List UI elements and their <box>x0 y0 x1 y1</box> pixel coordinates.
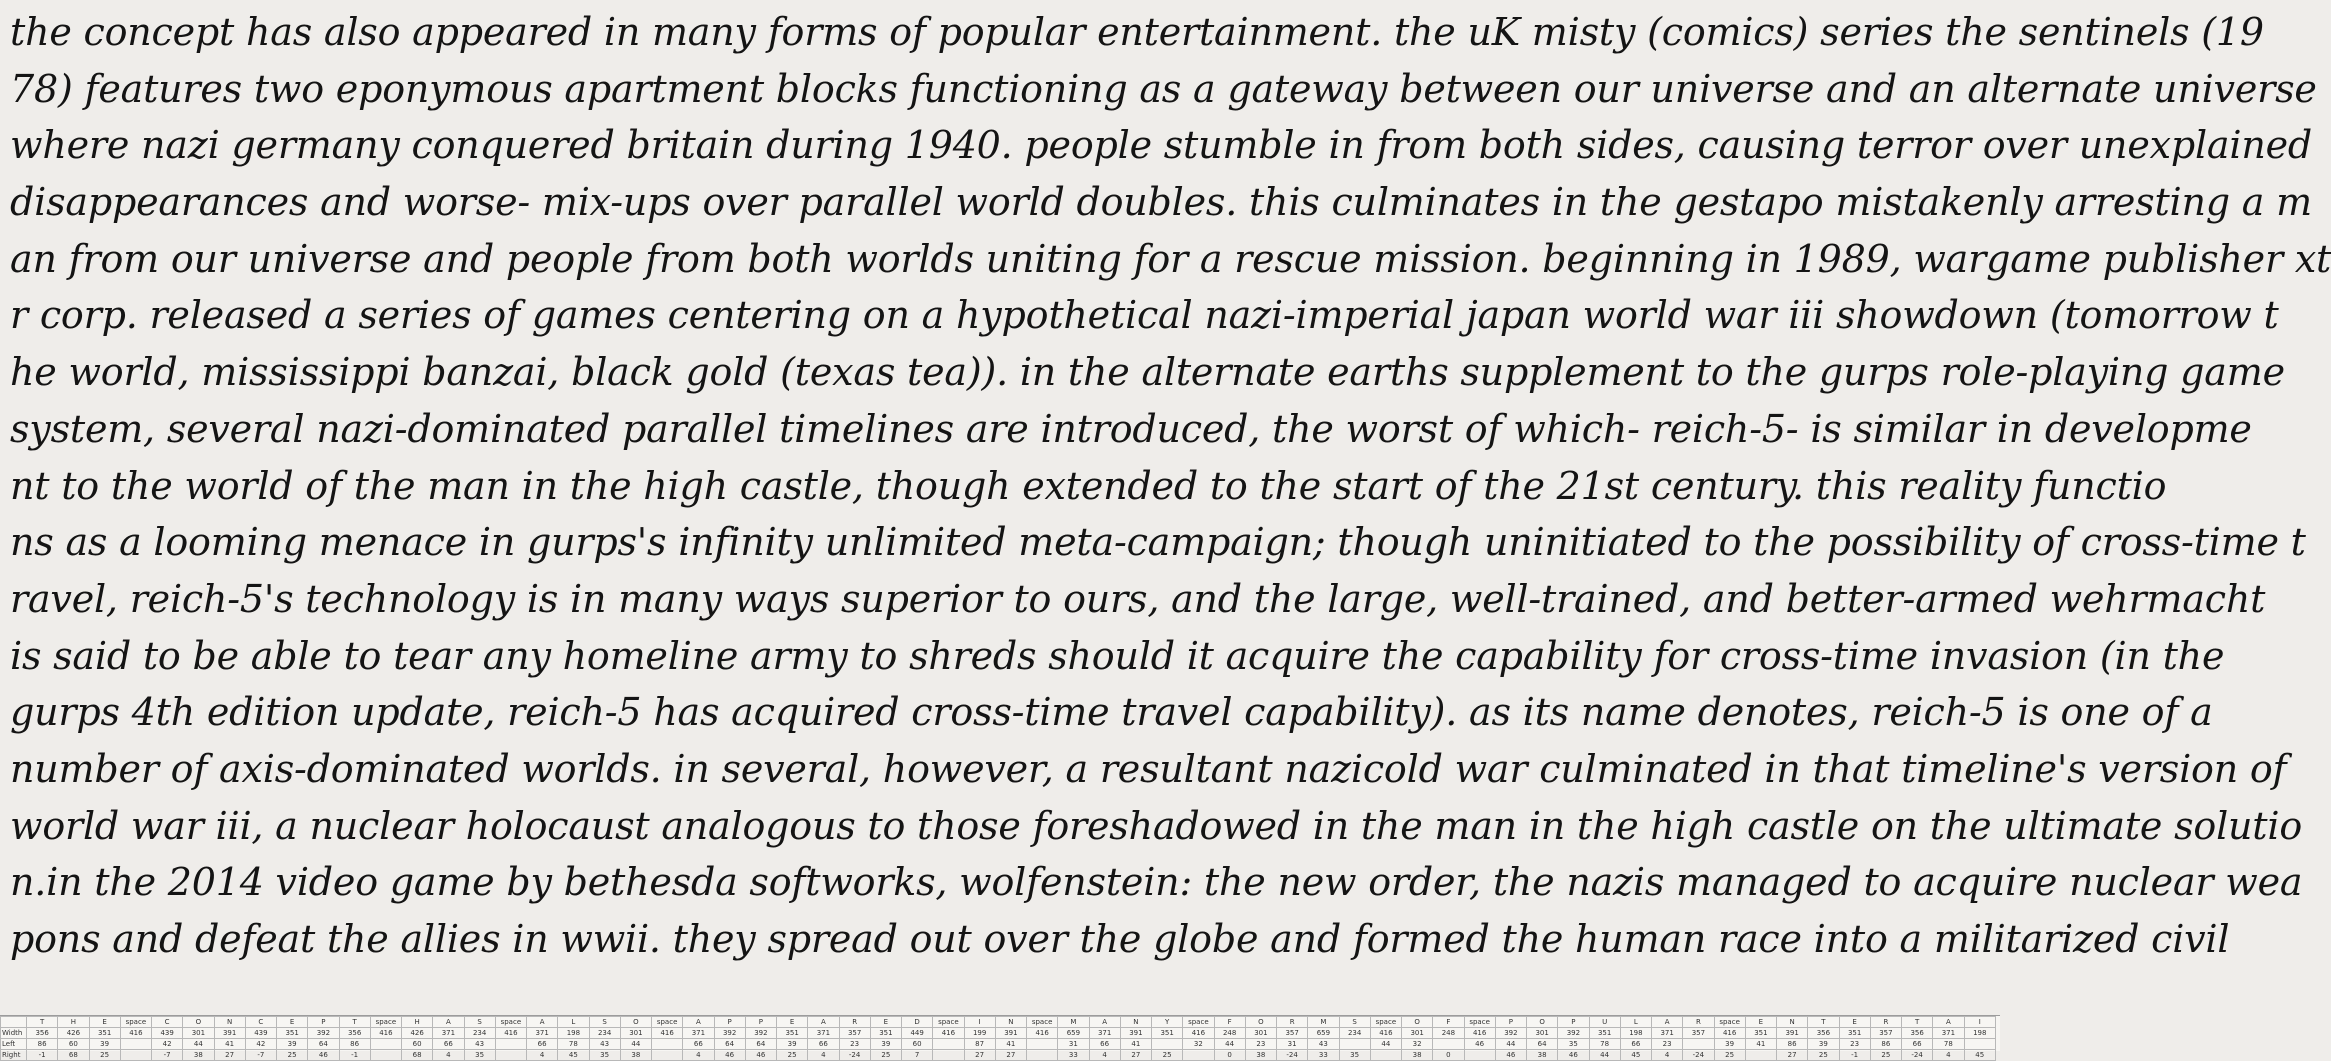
metrics-cell: E <box>1839 1017 1870 1028</box>
metrics-cell: space <box>1370 1017 1401 1028</box>
metrics-cell: P <box>745 1017 776 1028</box>
metrics-cell: 416 <box>120 1028 151 1039</box>
metrics-cell: 46 <box>308 1050 339 1061</box>
metrics-cell: 351 <box>89 1028 120 1039</box>
metrics-cell: 416 <box>1183 1028 1214 1039</box>
text-line: ravel, reich-5's technology is in many ways superior to ours, and the large, well-trained, and better-armed wehrmacht <box>10 576 2266 621</box>
text-line: is said to be able to tear any homeline army to shreds should it acquire the capability for cross-time invasion (in the <box>10 633 2225 678</box>
metrics-cell: 659 <box>1308 1028 1339 1039</box>
metrics-cell: 60 <box>402 1039 433 1050</box>
metrics-cell: space <box>370 1017 401 1028</box>
metrics-cell: 4 <box>1652 1050 1683 1061</box>
metrics-cell: 87 <box>964 1039 995 1050</box>
metrics-cell: 7 <box>902 1050 933 1061</box>
metrics-row-chars <box>1 1017 1996 1028</box>
metrics-cell <box>652 1050 683 1061</box>
metrics-cell: 199 <box>964 1028 995 1039</box>
metrics-cell: H <box>402 1017 433 1028</box>
metrics-cell: 27 <box>1777 1050 1808 1061</box>
metrics-cell: 351 <box>870 1028 901 1039</box>
metrics-cell: 86 <box>1777 1039 1808 1050</box>
metrics-cell: 60 <box>58 1039 89 1050</box>
metrics-cell: R <box>839 1017 870 1028</box>
metrics-cell: 392 <box>308 1028 339 1039</box>
metrics-cell: O <box>1527 1017 1558 1028</box>
metrics-cell: T <box>1902 1017 1933 1028</box>
metrics-cell: 357 <box>1683 1028 1714 1039</box>
metrics-cell: E <box>777 1017 808 1028</box>
metrics-cell: 351 <box>1589 1028 1620 1039</box>
metrics-cell: 391 <box>1120 1028 1151 1039</box>
metrics-cell: 25 <box>1808 1050 1839 1061</box>
metrics-cell: 45 <box>1964 1050 1996 1061</box>
metrics-cell: 449 <box>902 1028 933 1039</box>
metrics-cell: E <box>870 1017 901 1028</box>
metrics-cell: 27 <box>214 1050 245 1061</box>
metrics-cell: P <box>1558 1017 1589 1028</box>
metrics-cell <box>1152 1039 1183 1050</box>
metrics-cell <box>1433 1039 1464 1050</box>
metrics-cell: 426 <box>402 1028 433 1039</box>
metrics-cell: F <box>1214 1017 1245 1028</box>
metrics-cell: 64 <box>1527 1039 1558 1050</box>
metrics-cell <box>1464 1050 1495 1061</box>
metrics-cell: 234 <box>464 1028 495 1039</box>
metrics-cell: 43 <box>464 1039 495 1050</box>
metrics-cell: 32 <box>1402 1039 1433 1050</box>
metrics-cell: 416 <box>1714 1028 1745 1039</box>
metrics-cell <box>1964 1039 1996 1050</box>
handwritten-text-block <box>10 4 2331 968</box>
metrics-cell: Y <box>1152 1017 1183 1028</box>
metrics-cell: T <box>27 1017 58 1028</box>
metrics-cell: 33 <box>1058 1050 1089 1061</box>
metrics-cell: P <box>308 1017 339 1028</box>
metrics-cell: 301 <box>183 1028 214 1039</box>
metrics-cell: M <box>1058 1017 1089 1028</box>
metrics-cell: 66 <box>808 1039 839 1050</box>
metrics-cell: 392 <box>1495 1028 1526 1039</box>
metrics-cell: 60 <box>902 1039 933 1050</box>
metrics-cell: 4 <box>808 1050 839 1061</box>
metrics-cell: M <box>1308 1017 1339 1028</box>
metrics-cell: 351 <box>1839 1028 1870 1039</box>
metrics-cell: 41 <box>995 1039 1026 1050</box>
metrics-cell: A <box>433 1017 464 1028</box>
metrics-cell: 356 <box>1902 1028 1933 1039</box>
metrics-cell: space <box>120 1017 151 1028</box>
metrics-cell: 78 <box>1589 1039 1620 1050</box>
metrics-cell: I <box>964 1017 995 1028</box>
metrics-cell: E <box>89 1017 120 1028</box>
metrics-cell: 439 <box>152 1028 183 1039</box>
metrics-cell: 64 <box>714 1039 745 1050</box>
metrics-cell: 357 <box>1870 1028 1901 1039</box>
metrics-cell: 86 <box>339 1039 370 1050</box>
text-line: pons and defeat the allies in wwii. they spread out over the globe and formed the human race into a militarized civil <box>10 917 2230 961</box>
metrics-cell: 46 <box>1464 1039 1495 1050</box>
metrics-cell: T <box>339 1017 370 1028</box>
metrics-cell <box>652 1039 683 1050</box>
metrics-cell: 659 <box>1058 1028 1089 1039</box>
metrics-cell: 42 <box>245 1039 276 1050</box>
metrics-cell: 23 <box>1245 1039 1276 1050</box>
metrics-cell: 25 <box>277 1050 308 1061</box>
metrics-cell: 25 <box>870 1050 901 1061</box>
metrics-cell: 356 <box>339 1028 370 1039</box>
metrics-cell: 45 <box>1620 1050 1651 1061</box>
metrics-cell: I <box>1964 1017 1996 1028</box>
metrics-cell: N <box>995 1017 1026 1028</box>
metrics-cell: S <box>1339 1017 1370 1028</box>
metrics-cell: 356 <box>27 1028 58 1039</box>
metrics-cell <box>1339 1039 1370 1050</box>
metrics-cell <box>1027 1039 1058 1050</box>
metrics-cell: 351 <box>277 1028 308 1039</box>
metrics-cell: 4 <box>433 1050 464 1061</box>
metrics-cell: 66 <box>1089 1039 1120 1050</box>
metrics-cell <box>933 1039 964 1050</box>
metrics-cell: 66 <box>1902 1039 1933 1050</box>
metrics-cell: 38 <box>1527 1050 1558 1061</box>
metrics-cell: space <box>495 1017 526 1028</box>
text-line: ns as a looming menace in gurps's infinity unlimited meta-campaign; though uninitiated to the possibility of cross-time t <box>10 520 2306 565</box>
metrics-cell: 32 <box>1183 1039 1214 1050</box>
metrics-cell: 0 <box>1433 1050 1464 1061</box>
metrics-cell: F <box>1433 1017 1464 1028</box>
metrics-cell: T <box>1808 1017 1839 1028</box>
metrics-row-left <box>1 1039 1996 1050</box>
metrics-cell: 41 <box>1745 1039 1776 1050</box>
metrics-cell: 351 <box>777 1028 808 1039</box>
metrics-cell: N <box>1120 1017 1151 1028</box>
metrics-cell: D <box>902 1017 933 1028</box>
metrics-cell: 78 <box>558 1039 589 1050</box>
metrics-cell: U <box>1589 1017 1620 1028</box>
metrics-cell: 416 <box>1464 1028 1495 1039</box>
metrics-cell: O <box>183 1017 214 1028</box>
metrics-row-right <box>1 1050 1996 1061</box>
metrics-cell: 42 <box>152 1039 183 1050</box>
metrics-cell: 371 <box>808 1028 839 1039</box>
metrics-cell: 39 <box>1808 1039 1839 1050</box>
metrics-cell: 35 <box>1558 1039 1589 1050</box>
text-line: where nazi germany conquered britain during 1940. people stumble in from both sides, causing terror over unexplained <box>10 123 2313 168</box>
metrics-cell: 4 <box>1089 1050 1120 1061</box>
text-line: gurps 4th edition update, reich-5 has acquired cross-time travel capability). as its name denotes, reich-5 is one of a <box>10 690 2213 735</box>
metrics-cell: 46 <box>1558 1050 1589 1061</box>
metrics-cell: A <box>1933 1017 1964 1028</box>
metrics-cell: 35 <box>1339 1050 1370 1061</box>
text-line: the concept has also appeared in many forms of popular entertainment. the uK misty (comics) series the sentinels (19 <box>10 10 2264 54</box>
metrics-cell: N <box>1777 1017 1808 1028</box>
metrics-cell: 357 <box>1277 1028 1308 1039</box>
metrics-cell: -24 <box>839 1050 870 1061</box>
metrics-cell <box>120 1039 151 1050</box>
metrics-cell: A <box>1089 1017 1120 1028</box>
metrics-cell: 391 <box>995 1028 1026 1039</box>
metrics-cell: 371 <box>683 1028 714 1039</box>
metrics-cell: -24 <box>1277 1050 1308 1061</box>
metrics-cell: -1 <box>339 1050 370 1061</box>
metrics-cell <box>370 1050 401 1061</box>
metrics-cell: 198 <box>1620 1028 1651 1039</box>
metrics-cell: A <box>683 1017 714 1028</box>
metrics-cell <box>495 1039 526 1050</box>
glyph-metrics-table <box>0 1015 2000 1059</box>
metrics-cell: 4 <box>527 1050 558 1061</box>
metrics-cell: 39 <box>870 1039 901 1050</box>
metrics-cell: -7 <box>245 1050 276 1061</box>
metrics-cell: A <box>527 1017 558 1028</box>
metrics-cell: O <box>1402 1017 1433 1028</box>
metrics-cell: 41 <box>214 1039 245 1050</box>
metrics-row-width <box>1 1028 1996 1039</box>
metrics-cell: 38 <box>1402 1050 1433 1061</box>
metrics-cell: space <box>652 1017 683 1028</box>
metrics-cell <box>1183 1050 1214 1061</box>
metrics-cell: C <box>245 1017 276 1028</box>
metrics-cell: C <box>152 1017 183 1028</box>
metrics-cell: E <box>1745 1017 1776 1028</box>
metrics-cell: 371 <box>527 1028 558 1039</box>
metrics-cell: S <box>464 1017 495 1028</box>
metrics-cell: 351 <box>1152 1028 1183 1039</box>
metrics-cell: H <box>58 1017 89 1028</box>
metrics-cell: L <box>558 1017 589 1028</box>
metrics-cell: 25 <box>777 1050 808 1061</box>
metrics-cell: 43 <box>1308 1039 1339 1050</box>
metrics-cell: 66 <box>433 1039 464 1050</box>
metrics-cell <box>1370 1050 1401 1061</box>
metrics-cell: 44 <box>1495 1039 1526 1050</box>
metrics-cell: 35 <box>589 1050 620 1061</box>
metrics-cell: 33 <box>1308 1050 1339 1061</box>
metrics-cell: -1 <box>27 1050 58 1061</box>
metrics-cell: 38 <box>1245 1050 1276 1061</box>
metrics-cell: E <box>277 1017 308 1028</box>
metrics-cell: P <box>1495 1017 1526 1028</box>
metrics-cell: 43 <box>589 1039 620 1050</box>
text-line: system, several nazi-dominated parallel timelines are introduced, the worst of which- reich-5- is similar in developme <box>10 406 2252 451</box>
text-line: r corp. released a series of games centering on a hypothetical nazi-imperial japan world war iii showdown (tomorrow t <box>10 293 2279 338</box>
metrics-cell: space <box>1183 1017 1214 1028</box>
metrics-cell: 391 <box>214 1028 245 1039</box>
metrics-cell: -24 <box>1902 1050 1933 1061</box>
metrics-cell: 38 <box>183 1050 214 1061</box>
metrics-cell: 64 <box>308 1039 339 1050</box>
text-line: world war iii, a nuclear holocaust analogous to those foreshadowed in the man in the high castle on the ultimate solutio <box>10 803 2302 848</box>
metrics-cell: 23 <box>1839 1039 1870 1050</box>
metrics-cell: 86 <box>27 1039 58 1050</box>
metrics-cell: 39 <box>277 1039 308 1050</box>
text-line: he world, mississippi banzai, black gold (texas tea)). in the alternate earths supplement to the gurps role-playing game <box>10 350 2285 395</box>
metrics-cell: 351 <box>1745 1028 1776 1039</box>
metrics-cell <box>933 1050 964 1061</box>
metrics-cell: 27 <box>995 1050 1026 1061</box>
metrics-cell: 416 <box>1370 1028 1401 1039</box>
metrics-cell: 25 <box>1870 1050 1901 1061</box>
metrics-cell: L <box>1620 1017 1651 1028</box>
metrics-cell: space <box>1714 1017 1745 1028</box>
metrics-cell: 68 <box>402 1050 433 1061</box>
metrics-cell: 25 <box>1152 1050 1183 1061</box>
metrics-cell: 371 <box>433 1028 464 1039</box>
metrics-cell: 44 <box>1370 1039 1401 1050</box>
metrics-cell: 66 <box>527 1039 558 1050</box>
text-line: n.in the 2014 video game by bethesda softworks, wolfenstein: the new order, the nazis managed to acquire nuclear wea <box>10 860 2303 905</box>
metrics-cell: 46 <box>1495 1050 1526 1061</box>
metrics-cell: 78 <box>1933 1039 1964 1050</box>
metrics-cell: 23 <box>1652 1039 1683 1050</box>
metrics-cell: N <box>214 1017 245 1028</box>
text-line: disappearances and worse- mix-ups over parallel world doubles. this culminates in the gestapo mistakenly arresting a m <box>10 180 2312 225</box>
metrics-cell: 25 <box>1714 1050 1745 1061</box>
metrics-cell: 234 <box>1339 1028 1370 1039</box>
metrics-cell: 31 <box>1277 1039 1308 1050</box>
metrics-cell <box>1683 1039 1714 1050</box>
metrics-cell: 0 <box>1214 1050 1245 1061</box>
metrics-row-label: Left <box>1 1039 27 1050</box>
metrics-cell: 357 <box>839 1028 870 1039</box>
metrics-cell: 46 <box>714 1050 745 1061</box>
metrics-row-label <box>1 1017 27 1028</box>
metrics-cell: 44 <box>620 1039 651 1050</box>
metrics-cell: 44 <box>1589 1050 1620 1061</box>
metrics-cell: P <box>714 1017 745 1028</box>
metrics-row-label: Width <box>1 1028 27 1039</box>
metrics-cell <box>120 1050 151 1061</box>
metrics-cell: 35 <box>464 1050 495 1061</box>
metrics-cell: 25 <box>89 1050 120 1061</box>
metrics-cell: S <box>589 1017 620 1028</box>
metrics-cell: R <box>1277 1017 1308 1028</box>
metrics-cell: 86 <box>1870 1039 1901 1050</box>
metrics-cell <box>1027 1050 1058 1061</box>
metrics-cell: -7 <box>152 1050 183 1061</box>
metrics-cell: 416 <box>652 1028 683 1039</box>
metrics-cell: 301 <box>620 1028 651 1039</box>
metrics-cell: R <box>1683 1017 1714 1028</box>
metrics-cell: 426 <box>58 1028 89 1039</box>
metrics-cell: 234 <box>589 1028 620 1039</box>
metrics-cell: -1 <box>1839 1050 1870 1061</box>
metrics-cell: 416 <box>1027 1028 1058 1039</box>
metrics-cell: 371 <box>1652 1028 1683 1039</box>
metrics-cell: 301 <box>1245 1028 1276 1039</box>
metrics-cell: 27 <box>1120 1050 1151 1061</box>
metrics-cell: 391 <box>1777 1028 1808 1039</box>
metrics-cell: O <box>620 1017 651 1028</box>
metrics-cell: 356 <box>1808 1028 1839 1039</box>
metrics-cell: 392 <box>1558 1028 1589 1039</box>
text-line: number of axis-dominated worlds. in several, however, a resultant nazicold war culminated in that timeline's version of <box>10 746 2287 791</box>
metrics-cell: 44 <box>183 1039 214 1050</box>
metrics-cell: 301 <box>1527 1028 1558 1039</box>
metrics-cell: 66 <box>1620 1039 1651 1050</box>
metrics-row-label: Right <box>1 1050 27 1061</box>
text-line: nt to the world of the man in the high castle, though extended to the start of the 21st century. this reality functio <box>10 463 2167 508</box>
metrics-cell: 416 <box>933 1028 964 1039</box>
metrics-cell: 248 <box>1433 1028 1464 1039</box>
metrics-cell: 39 <box>777 1039 808 1050</box>
metrics-cell: space <box>1464 1017 1495 1028</box>
metrics-cell: O <box>1245 1017 1276 1028</box>
metrics-cell: 45 <box>558 1050 589 1061</box>
metrics-cell: 38 <box>620 1050 651 1061</box>
text-line: 78) features two eponymous apartment blocks functioning as a gateway between our universe and an alternate universe <box>10 66 2317 111</box>
metrics-cell: 27 <box>964 1050 995 1061</box>
metrics-cell: 439 <box>245 1028 276 1039</box>
metrics-cell <box>1745 1050 1776 1061</box>
metrics-cell: 371 <box>1933 1028 1964 1039</box>
metrics-cell: A <box>808 1017 839 1028</box>
metrics-cell: 44 <box>1214 1039 1245 1050</box>
metrics-cell: 248 <box>1214 1028 1245 1039</box>
metrics-cell: 198 <box>1964 1028 1996 1039</box>
metrics-cell: 41 <box>1120 1039 1151 1050</box>
metrics-cell: A <box>1652 1017 1683 1028</box>
metrics-cell: 371 <box>1089 1028 1120 1039</box>
metrics-cell: 64 <box>745 1039 776 1050</box>
metrics-cell: 39 <box>1714 1039 1745 1050</box>
metrics-cell: space <box>1027 1017 1058 1028</box>
metrics-cell: 4 <box>1933 1050 1964 1061</box>
metrics-cell: 392 <box>745 1028 776 1039</box>
metrics-cell: 46 <box>745 1050 776 1061</box>
metrics-cell: 416 <box>370 1028 401 1039</box>
metrics-cell <box>370 1039 401 1050</box>
metrics-cell: 392 <box>714 1028 745 1039</box>
metrics-cell: 23 <box>839 1039 870 1050</box>
metrics-cell: 198 <box>558 1028 589 1039</box>
metrics-cell: space <box>933 1017 964 1028</box>
metrics-cell: 31 <box>1058 1039 1089 1050</box>
metrics-cell: 416 <box>495 1028 526 1039</box>
metrics-cell: 39 <box>89 1039 120 1050</box>
text-line: an from our universe and people from both worlds uniting for a rescue mission. beginning in 1989, wargame publisher xt <box>10 236 2331 281</box>
metrics-cell: -24 <box>1683 1050 1714 1061</box>
metrics-cell: R <box>1870 1017 1901 1028</box>
metrics-cell: 4 <box>683 1050 714 1061</box>
metrics-cell: 66 <box>683 1039 714 1050</box>
metrics-cell: 68 <box>58 1050 89 1061</box>
metrics-cell: 301 <box>1402 1028 1433 1039</box>
metrics-cell <box>495 1050 526 1061</box>
metrics-grid <box>0 1016 1996 1061</box>
